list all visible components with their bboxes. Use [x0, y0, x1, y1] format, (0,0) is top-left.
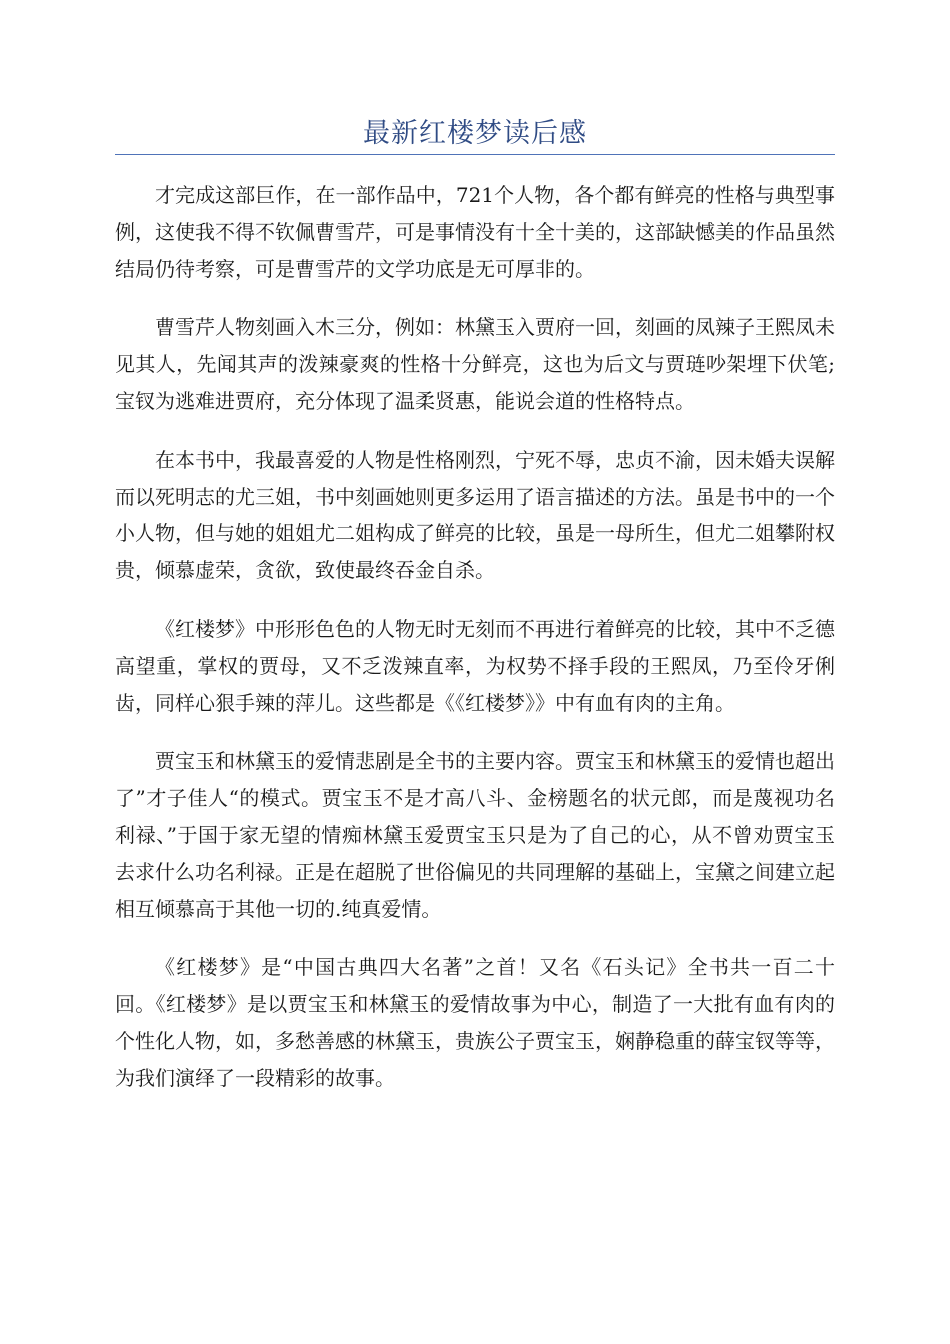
paragraph: 曹雪芹人物刻画入木三分，例如：林黛玉入贾府一回，刻画的凤辣子王熙凤未见其人，先闻其声的泼辣豪爽的性格十分鲜亮，这也为后文与贾琏吵架埋下伏笔;宝钗为逃难进贾府，充分体现了温柔贤惠，能说会道的性格特点。: [115, 315, 835, 413]
paragraph: 贾宝玉和林黛玉的爱情悲剧是全书的主要内容。贾宝玉和林黛玉的爱情也超出了”才子佳人“的模式。贾宝玉不是才高八斗、金榜题名的状元郎，而是蔑视功名利禄、”于国于家无望的情痴林黛玉爱贾宝玉只是为了自己的心，从不曾劝贾宝玉去求什么功名利禄。正是在超脱了世俗偏见的共同理解的基础上，宝黛之间建立起相互倾慕高于其他一切的.纯真爱情。: [115, 749, 835, 921]
paragraph: 《红楼梦》中形形色色的人物无时无刻而不再进行着鲜亮的比较，其中不乏德高望重，掌权的贾母，又不乏泼辣直率，为权势不择手段的王熙凤，乃至伶牙俐齿，同样心狠手辣的萍儿。这些都是《《红楼梦》》中有血有肉的主角。: [115, 616, 835, 715]
document-body: [115, 177, 835, 1119]
paragraph: 才完成这部巨作，在一部作品中，721个人物，各个都有鲜亮的性格与典型事例，这使我不得不钦佩曹雪芹，可是事情没有十全十美的，这部缺憾美的作品虽然结局仍待考察，可是曹雪芹的文学功底是无可厚非的。: [115, 183, 835, 281]
document-title: 最新红楼梦读后感: [363, 118, 587, 149]
paragraph: 在本书中，我最喜爱的人物是性格刚烈，宁死不辱，忠贞不渝，因未婚夫误解而以死明志的尤三姐，书中刻画她则更多运用了语言描述的方法。虽是书中的一个小人物，但与她的姐姐尤二姐构成了鲜亮的比较，虽是一母所生，但尤二姐攀附权贵，倾慕虚荣，贪欲，致使最终吞金自杀。: [115, 447, 835, 583]
paragraph: 《红楼梦》是“中国古典四大名著”之首！又名《石头记》全书共一百二十回。《红楼梦》是以贾宝玉和林黛玉的爱情故事为中心，制造了一大批有血有肉的个性化人物，如，多愁善感的林黛玉，贵族公子贾宝玉，娴静稳重的薛宝钗等等，为我们演绎了一段精彩的故事。: [115, 955, 835, 1090]
title-underline: [115, 154, 835, 155]
